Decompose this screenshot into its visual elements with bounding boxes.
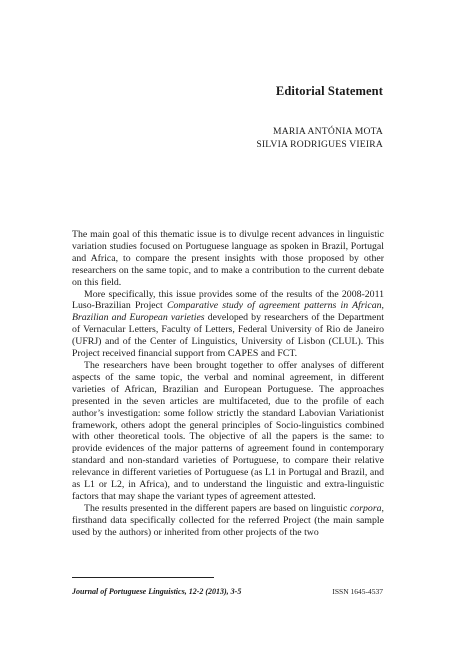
journal-citation: Journal of Portuguese Linguistics, 12-2 (2013), 3-5 xyxy=(72,587,242,596)
body-text xyxy=(72,229,384,539)
page-footer xyxy=(72,587,383,601)
author-name: SILVIA RODRIGUES VIEIRA xyxy=(256,139,383,150)
paragraph xyxy=(72,360,384,503)
paragraph-text: , firsthand data specifically collected for the referred Project (the main sample used by the authors) or inherited from other projects of the two xyxy=(72,502,384,538)
paragraph xyxy=(72,503,384,539)
paragraph-text: The main goal of this thematic issue is to divulge recent advances in linguistic variation studies focused on Portuguese language as spoken in Brazil, Portugal and Africa, to compare the present insights with those proposed by other researchers on the same topic, and to make a contribution to the current debate on this field. xyxy=(72,229,384,288)
emphasis-term: corpora xyxy=(349,502,382,514)
issn-label: ISSN 1645-4537 xyxy=(332,587,383,596)
paragraph-text: developed by researchers of the Department of Vernacular Letters, Faculty of Letters, Federal University of Rio de Janeiro (UFRJ) and of the Center of Linguistics, University of Lisbon (CLUL). This Project received financial support from CAPES and FCT. xyxy=(72,312,384,360)
author-name: MARIA ANTÓNIA MOTA xyxy=(273,126,383,137)
paragraph xyxy=(72,229,384,289)
project-title: Comparative study of agreement patterns in African, Brazilian and European varieties xyxy=(72,300,385,324)
paragraph xyxy=(72,289,384,360)
paragraph-text: The results presented in the different papers are based on linguistic xyxy=(84,502,350,514)
footnote-divider xyxy=(72,577,214,578)
page-title: Editorial Statement xyxy=(275,84,383,98)
paragraph-text: The researchers have been brought together to offer analyses of different aspects of the same topic, the verbal and nominal agreement, in different varieties of African, Brazilian and European Portuguese. The approaches presented in the seven articles are multifaceted, due to the profile of each author’s investigation: some follow strictly the standard Labovian Variationist framework, others adopt the general principles of Socio-linguistics combined with other theoretical tools. The objective of all the papers is the same: to provide evidences of the major patterns of agreement found in contemporary standard and non-standard varieties of Portuguese, to compare their relative relevance in different varieties of Portuguese (as L1 in Portugal and Brazil, and as L1 or L2, in Africa), and to understand the linguistic and extra-linguistic factors that may shape the variant types of agreement attested. xyxy=(72,359,384,502)
author-list xyxy=(256,125,383,151)
paragraph-text: More specifically, this issue provides some of the results of the 2008-2011 Luso-Brazilian Project xyxy=(72,288,384,312)
